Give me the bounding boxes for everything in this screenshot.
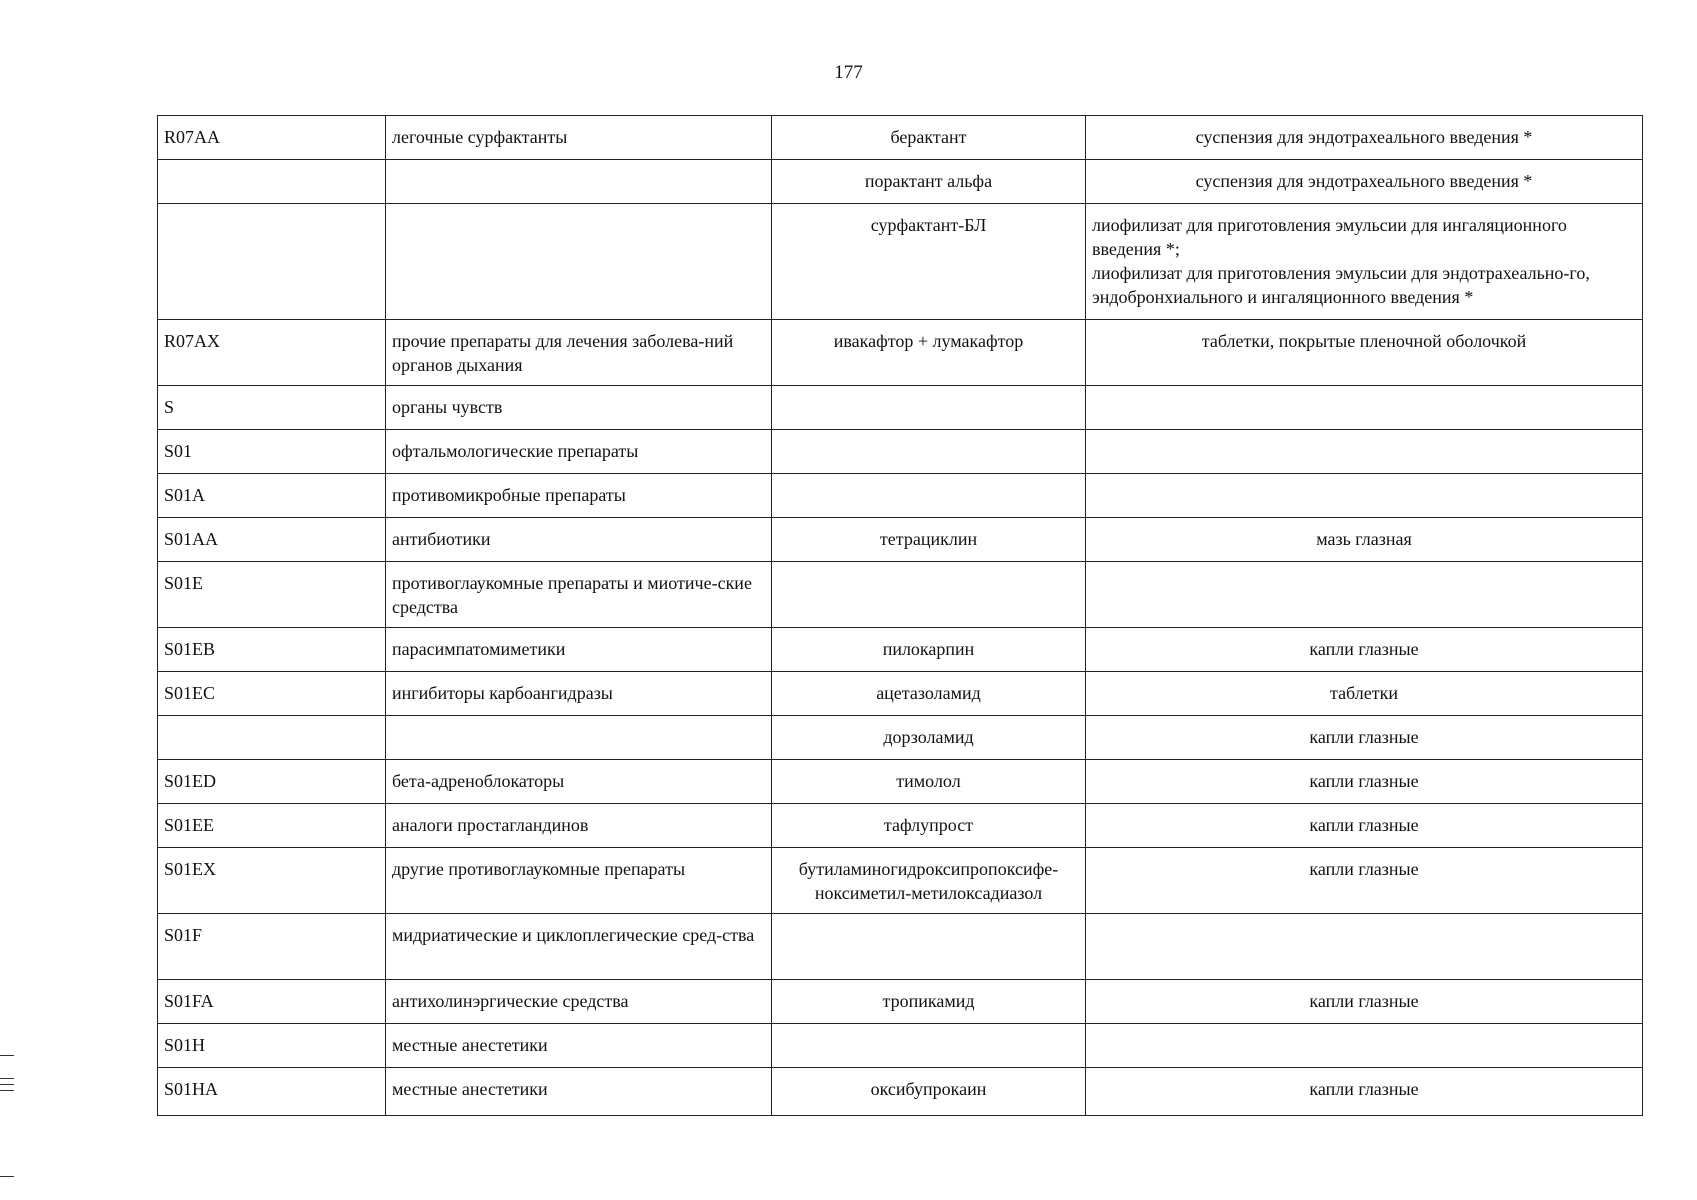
table-row: [158, 1068, 1643, 1116]
group-cell: антибиотики: [386, 518, 772, 562]
dosage-form-cell: [1086, 914, 1643, 980]
atc-code-cell: S01EB: [158, 628, 386, 672]
dosage-form-line: капли глазные: [1309, 991, 1419, 1011]
group-cell: местные анестетики: [386, 1024, 772, 1068]
drug-name-cell: порактант альфа: [772, 160, 1086, 204]
edge-mark: [0, 1176, 14, 1177]
dosage-form-cell: [1086, 562, 1643, 628]
atc-code-cell: S01AA: [158, 518, 386, 562]
dosage-form-cell: [1086, 980, 1643, 1024]
atc-code-cell: S01HA: [158, 1068, 386, 1116]
dosage-form-cell: [1086, 474, 1643, 518]
dosage-form-cell: [1086, 1024, 1643, 1068]
table-row: [158, 430, 1643, 474]
drug-name-cell: ацетазоламид: [772, 672, 1086, 716]
atc-code-cell: S01: [158, 430, 386, 474]
dosage-form-cell: [1086, 430, 1643, 474]
drug-name-cell: тетрациклин: [772, 518, 1086, 562]
group-cell: бета-адреноблокаторы: [386, 760, 772, 804]
atc-code-cell: S01EX: [158, 848, 386, 914]
edge-mark: [0, 1090, 14, 1091]
group-cell: офтальмологические препараты: [386, 430, 772, 474]
table-row: [158, 204, 1643, 320]
drug-name-cell: [772, 914, 1086, 980]
dosage-form-cell: [1086, 628, 1643, 672]
dosage-form-cell: [1086, 716, 1643, 760]
drug-name-cell: дорзоламид: [772, 716, 1086, 760]
drug-name-cell: [772, 430, 1086, 474]
table-row: [158, 160, 1643, 204]
dosage-form-cell: [1086, 204, 1643, 320]
table-row: [158, 386, 1643, 430]
atc-code-cell: S01H: [158, 1024, 386, 1068]
dosage-form-line: суспензия для эндотрахеального введения *: [1195, 171, 1533, 191]
dosage-form-cell: [1086, 386, 1643, 430]
atc-code-cell: [158, 160, 386, 204]
dosage-form-line: лиофилизат для приготовления эмульсии для ингаляционного введения *;: [1092, 215, 1567, 259]
dosage-form-line: капли глазные: [1309, 859, 1419, 879]
drug-name-cell: сурфактант-БЛ: [772, 204, 1086, 320]
drug-name-cell: берактант: [772, 116, 1086, 160]
dosage-form-line: капли глазные: [1309, 1079, 1419, 1099]
edge-mark: [0, 1078, 14, 1079]
dosage-form-cell: [1086, 672, 1643, 716]
group-cell: [386, 204, 772, 320]
drug-name-cell: [772, 386, 1086, 430]
dosage-form-line: капли глазные: [1309, 727, 1419, 747]
table-row: [158, 716, 1643, 760]
dosage-form-line: таблетки: [1329, 683, 1398, 703]
dosage-form-line: мазь глазная: [1316, 529, 1412, 549]
drug-name-cell: [772, 1024, 1086, 1068]
drug-table: [157, 115, 1643, 1116]
group-cell: антихолинэргические средства: [386, 980, 772, 1024]
drug-name-cell: тафлупрост: [772, 804, 1086, 848]
edge-mark: [0, 1055, 14, 1056]
drug-name-cell: бутиламиногидроксипропоксифе-ноксиметил-метилоксадиазол: [772, 848, 1086, 914]
group-cell: парасимпатомиметики: [386, 628, 772, 672]
edge-mark: [0, 1084, 14, 1085]
group-cell: [386, 716, 772, 760]
table-row: [158, 474, 1643, 518]
dosage-form-line: капли глазные: [1309, 771, 1419, 791]
drug-name-cell: [772, 474, 1086, 518]
atc-code-cell: [158, 716, 386, 760]
table-row: [158, 760, 1643, 804]
group-cell: легочные сурфактанты: [386, 116, 772, 160]
atc-code-cell: [158, 204, 386, 320]
dosage-form-line: капли глазные: [1309, 639, 1419, 659]
group-cell: аналоги простагландинов: [386, 804, 772, 848]
dosage-form-line: лиофилизат для приготовления эмульсии для эндотрахеально-го, эндобронхиального и ингаляционного введения *: [1092, 263, 1590, 307]
table-row: [158, 980, 1643, 1024]
drug-name-cell: [772, 562, 1086, 628]
table-row: [158, 518, 1643, 562]
dosage-form-cell: [1086, 1068, 1643, 1116]
table-row: [158, 672, 1643, 716]
atc-code-cell: S01A: [158, 474, 386, 518]
group-cell: [386, 160, 772, 204]
dosage-form-cell: [1086, 160, 1643, 204]
atc-code-cell: R07AA: [158, 116, 386, 160]
atc-code-cell: S01E: [158, 562, 386, 628]
atc-code-cell: R07AX: [158, 320, 386, 386]
table-row: [158, 1024, 1643, 1068]
table-row: [158, 562, 1643, 628]
dosage-form-cell: [1086, 760, 1643, 804]
atc-code-cell: S01FA: [158, 980, 386, 1024]
group-cell: другие противоглаукомные препараты: [386, 848, 772, 914]
drug-name-cell: тимолол: [772, 760, 1086, 804]
atc-code-cell: S: [158, 386, 386, 430]
group-cell: противоглаукомные препараты и миотиче-ские средства: [386, 562, 772, 628]
group-cell: противомикробные препараты: [386, 474, 772, 518]
table-row: [158, 914, 1643, 980]
dosage-form-line: капли глазные: [1309, 815, 1419, 835]
dosage-form-cell: [1086, 804, 1643, 848]
table-body: [158, 116, 1643, 1116]
group-cell: ингибиторы карбоангидразы: [386, 672, 772, 716]
group-cell: мидриатические и циклоплегические сред-ства: [386, 914, 772, 980]
drug-name-cell: оксибупрокаин: [772, 1068, 1086, 1116]
page-number: 177: [834, 62, 863, 83]
group-cell: органы чувств: [386, 386, 772, 430]
dosage-form-cell: [1086, 518, 1643, 562]
dosage-form-cell: [1086, 116, 1643, 160]
atc-code-cell: S01ED: [158, 760, 386, 804]
dosage-form-line: таблетки, покрытые пленочной оболочкой: [1201, 331, 1527, 351]
table-row: [158, 628, 1643, 672]
atc-code-cell: S01EE: [158, 804, 386, 848]
group-cell: местные анестетики: [386, 1068, 772, 1116]
dosage-form-cell: [1086, 320, 1643, 386]
dosage-form-line: суспензия для эндотрахеального введения *: [1195, 127, 1533, 147]
group-cell: прочие препараты для лечения заболева-ний органов дыхания: [386, 320, 772, 386]
table-row: [158, 116, 1643, 160]
drug-name-cell: пилокарпин: [772, 628, 1086, 672]
atc-code-cell: S01F: [158, 914, 386, 980]
table-row: [158, 320, 1643, 386]
dosage-form-cell: [1086, 848, 1643, 914]
table-row: [158, 848, 1643, 914]
table-row: [158, 804, 1643, 848]
atc-code-cell: S01EC: [158, 672, 386, 716]
drug-name-cell: ивакафтор + лумакафтор: [772, 320, 1086, 386]
drug-name-cell: тропикамид: [772, 980, 1086, 1024]
